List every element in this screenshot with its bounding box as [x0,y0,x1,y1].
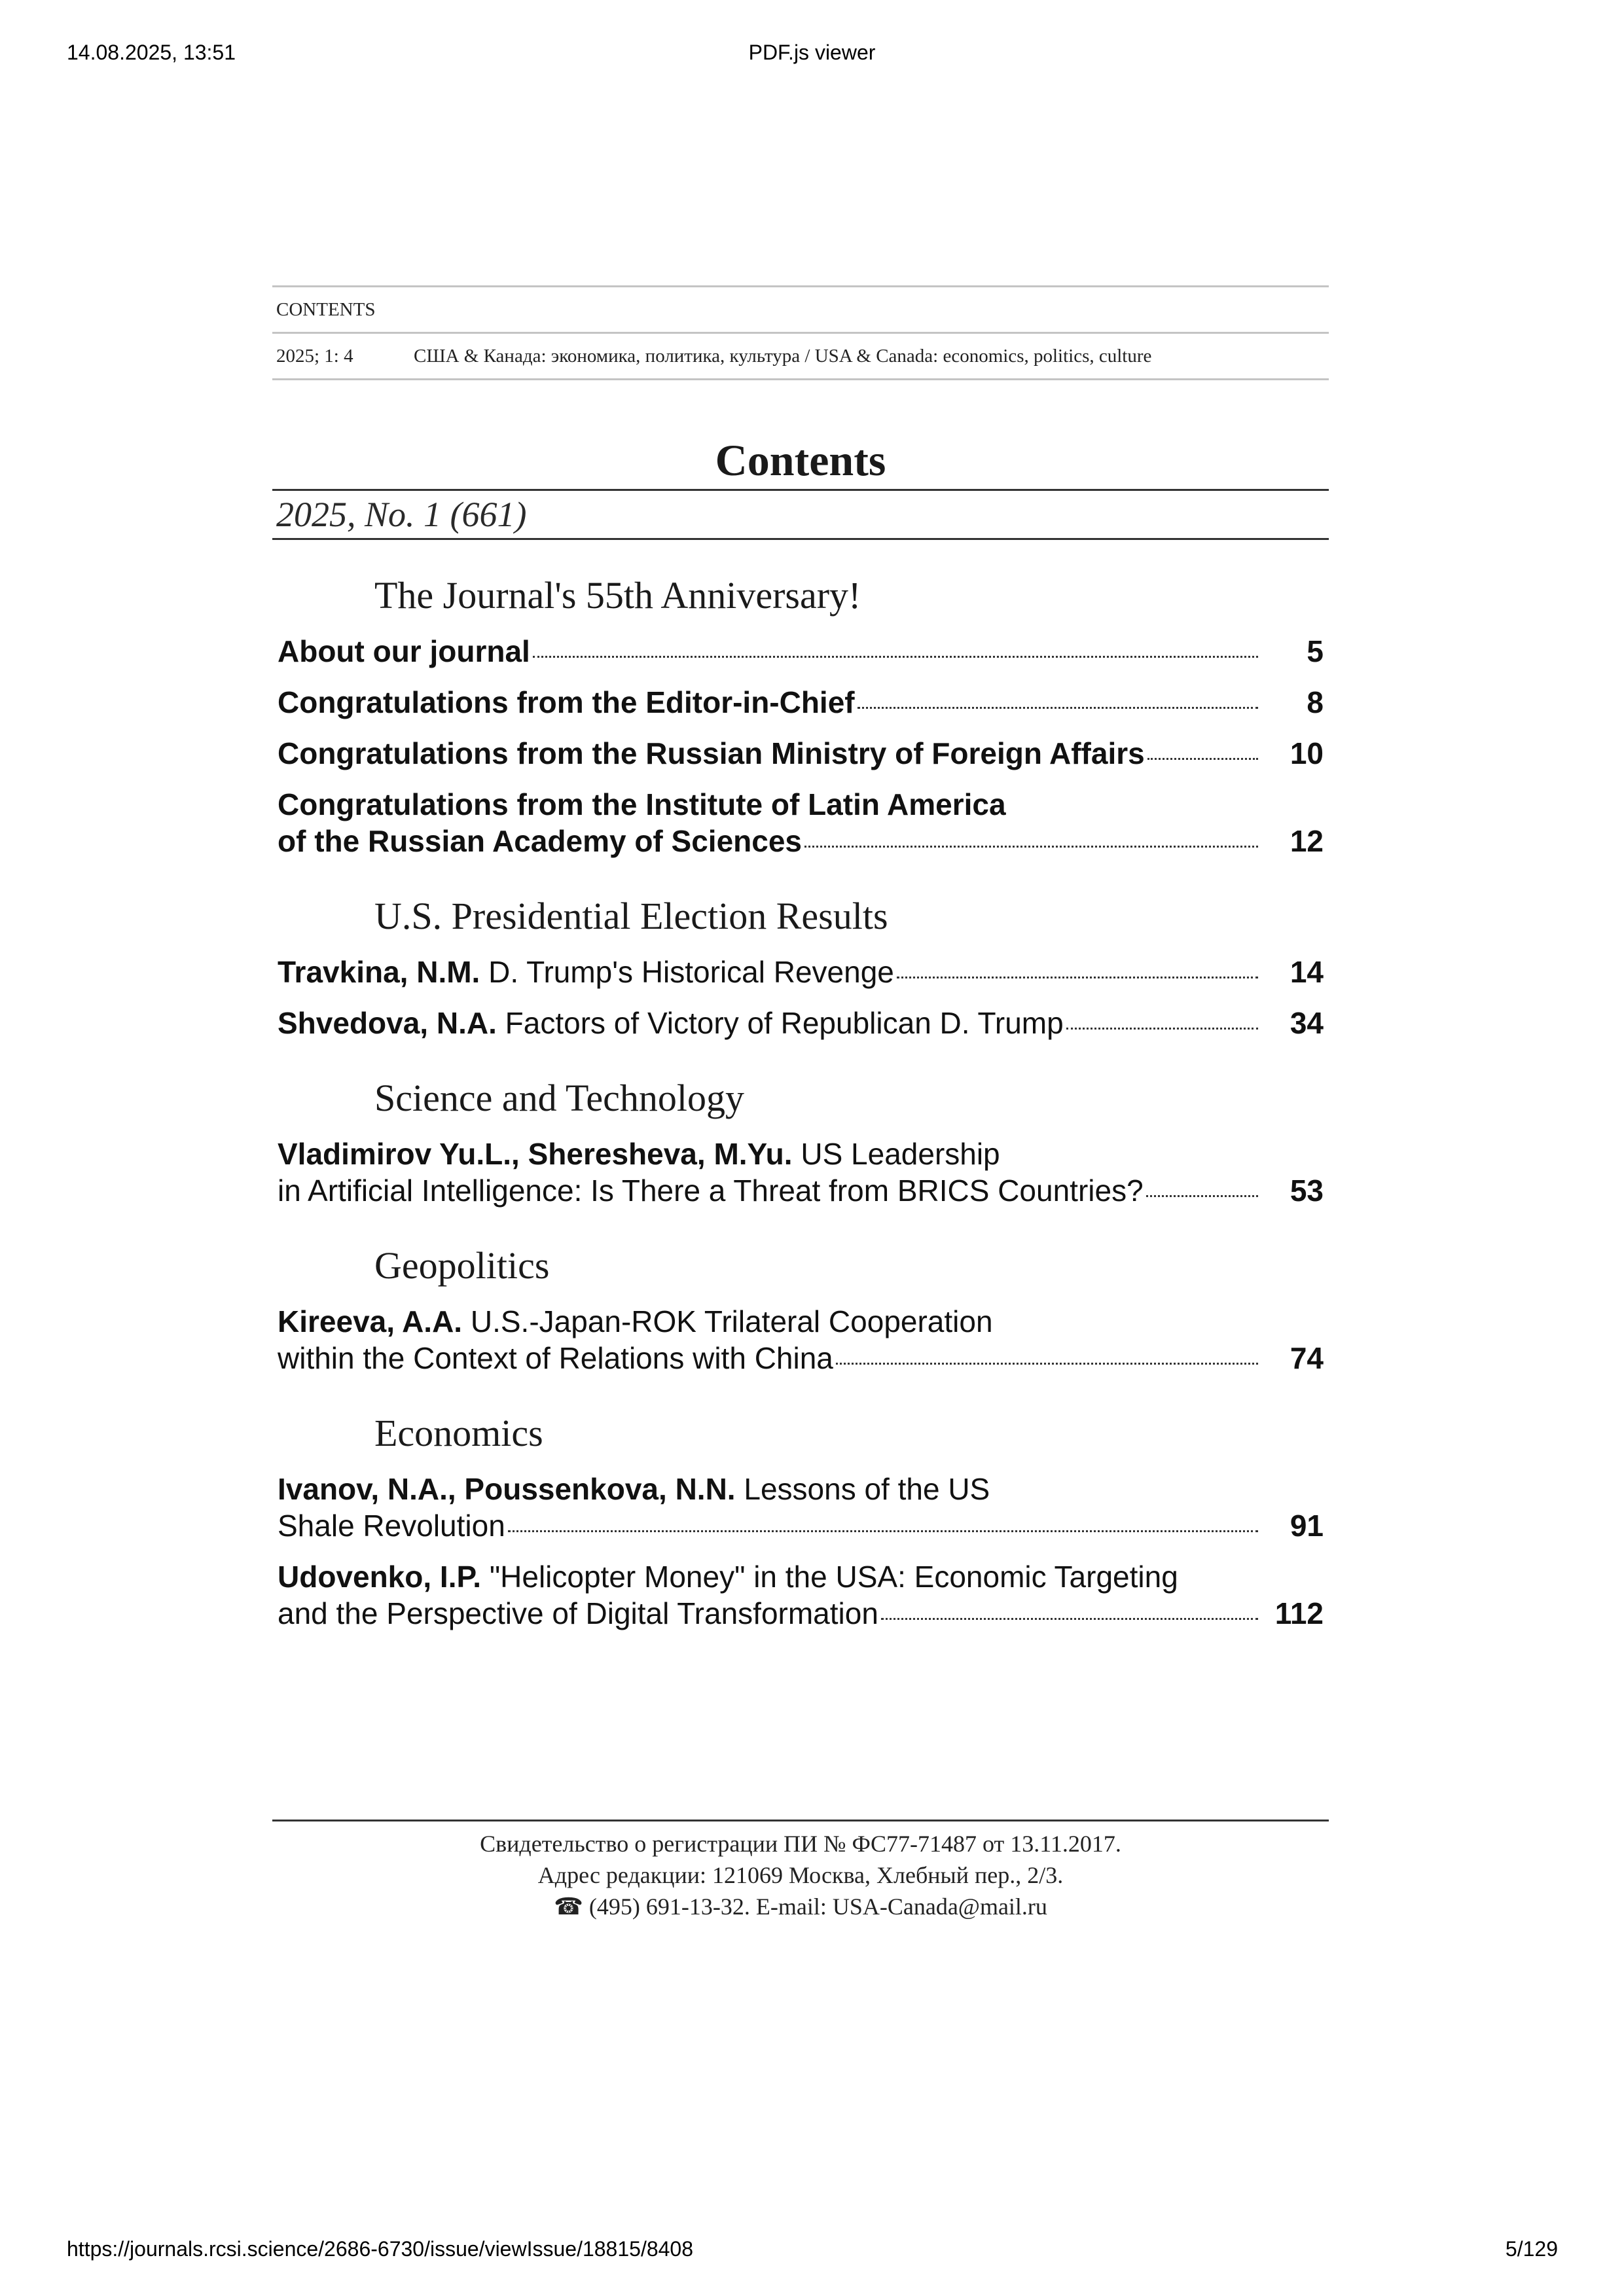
toc-page-number: 91 [1290,1509,1324,1543]
toc-entry-author: Ivanov, N.A., Poussenkova, N.N. [278,1472,736,1506]
print-timestamp: 14.08.2025, 13:51 [67,41,236,64]
running-head [272,285,1329,380]
running-head-section: CONTENTS [276,299,376,320]
toc-entry-title: Congratulations from the Editor-in-Chief [278,685,855,719]
toc-entry-title: About our journal [278,634,530,668]
toc-entry[interactable] [272,1005,1329,1041]
section-title-geopolitics: Geopolitics [374,1244,550,1287]
toc-page-number: 14 [1290,955,1324,989]
toc-page-number: 112 [1274,1596,1324,1630]
dot-leader [836,1363,1258,1365]
dot-leader [857,707,1258,709]
toc-entry-author: Travkina, N.M. [278,955,480,989]
toc-entry[interactable] [272,954,1329,990]
imprint [272,1820,1329,1922]
toc-entry-author: Kireeva, A.A. [278,1304,463,1338]
toc-entry-title-line2: of the Russian Academy of Sciences [278,824,803,858]
toc-entry[interactable] [272,735,1329,772]
toc-page-number: 74 [1290,1341,1324,1375]
section-title-economics: Economics [374,1412,543,1454]
toc-entry[interactable] [272,633,1329,670]
page-title: Contents [272,434,1329,491]
toc-entry-title-line1: Lessons of the US [744,1472,990,1506]
toc-entry[interactable] [272,1136,1329,1209]
toc-page-number: 10 [1290,736,1324,770]
dot-leader [1066,1028,1258,1030]
dot-leader [533,656,1258,658]
toc-entry-title-line1: US Leadership [801,1137,1000,1171]
toc-entry-author: Udovenko, I.P. [278,1560,482,1594]
dot-leader [804,846,1258,848]
toc-entry-title-line1: "Helicopter Money" in the USA: Economic Targeting [489,1560,1178,1594]
toc-entry[interactable] [272,1303,1329,1376]
toc-page-number: 12 [1290,824,1324,858]
toc-entry-title: Congratulations from the Russian Ministry of Foreign Affairs [278,736,1145,770]
page-counter: 5/129 [1505,2237,1558,2261]
issue-number: 2025, No. 1 (661) [272,491,1329,540]
toc-entry-title: D. Trump's Historical Revenge [488,955,894,989]
toc-entry-author: Vladimirov Yu.L., Sheresheva, M.Yu. [278,1137,793,1171]
toc-entry-author: Shvedova, N.A. [278,1006,497,1040]
dot-leader [881,1618,1258,1620]
toc-entry-title-line2: Shale Revolution [278,1509,505,1543]
toc-entry-title: Factors of Victory of Republican D. Trump [505,1006,1064,1040]
registration-certificate: Свидетельство о регистрации ПИ № ФС77-71487 от 13.11.2017. [480,1831,1121,1857]
toc-page-number: 5 [1307,634,1324,668]
toc-entry-title-line2: within the Context of Relations with China [278,1341,833,1375]
print-footer [0,2237,1624,2266]
toc-page-number: 8 [1307,685,1324,719]
editorial-address: Адрес редакции: 121069 Москва, Хлебный пер., 2/3. [537,1862,1064,1888]
journal-page [272,285,1329,1632]
toc-entry-title-line1: U.S.-Japan-ROK Trilateral Cooperation [470,1304,993,1338]
toc-entry[interactable] [272,786,1329,859]
dot-leader [508,1530,1258,1532]
print-header [0,41,1624,69]
section-title-science-technology: Science and Technology [374,1077,745,1119]
toc-entry-title-line2: in Artificial Intelligence: Is There a Threat from BRICS Countries? [278,1174,1144,1208]
dot-leader [897,977,1258,978]
editorial-contacts: ☎ (495) 691-13-32. E-mail: USA-Canada@mail.ru [554,1893,1047,1920]
section-title-anniversary: The Journal's 55th Anniversary! [374,574,861,617]
toc-entry-title-line2: and the Perspective of Digital Transformation [278,1596,878,1630]
toc-entry-title-line1: Congratulations from the Institute of Latin America [278,787,1006,821]
toc-page-number: 53 [1290,1174,1324,1208]
toc-page-number: 34 [1290,1006,1324,1040]
source-url[interactable]: https://journals.rcsi.science/2686-6730/issue/viewIssue/18815/8408 [67,2237,694,2261]
toc-entry[interactable] [272,1558,1329,1632]
running-head-journal-row [272,332,1329,378]
toc-entry[interactable] [272,1471,1329,1544]
issue-reference: 2025; 1: 4 [276,346,353,367]
viewer-title: PDF.js viewer [748,41,876,64]
dot-leader [1146,1195,1258,1197]
journal-name: США & Канада: экономика, политика, культура / USA & Canada: economics, politics, culture [414,346,1152,367]
dot-leader [1147,758,1258,760]
section-title-election-results: U.S. Presidential Election Results [374,895,888,937]
toc-entry[interactable] [272,684,1329,721]
